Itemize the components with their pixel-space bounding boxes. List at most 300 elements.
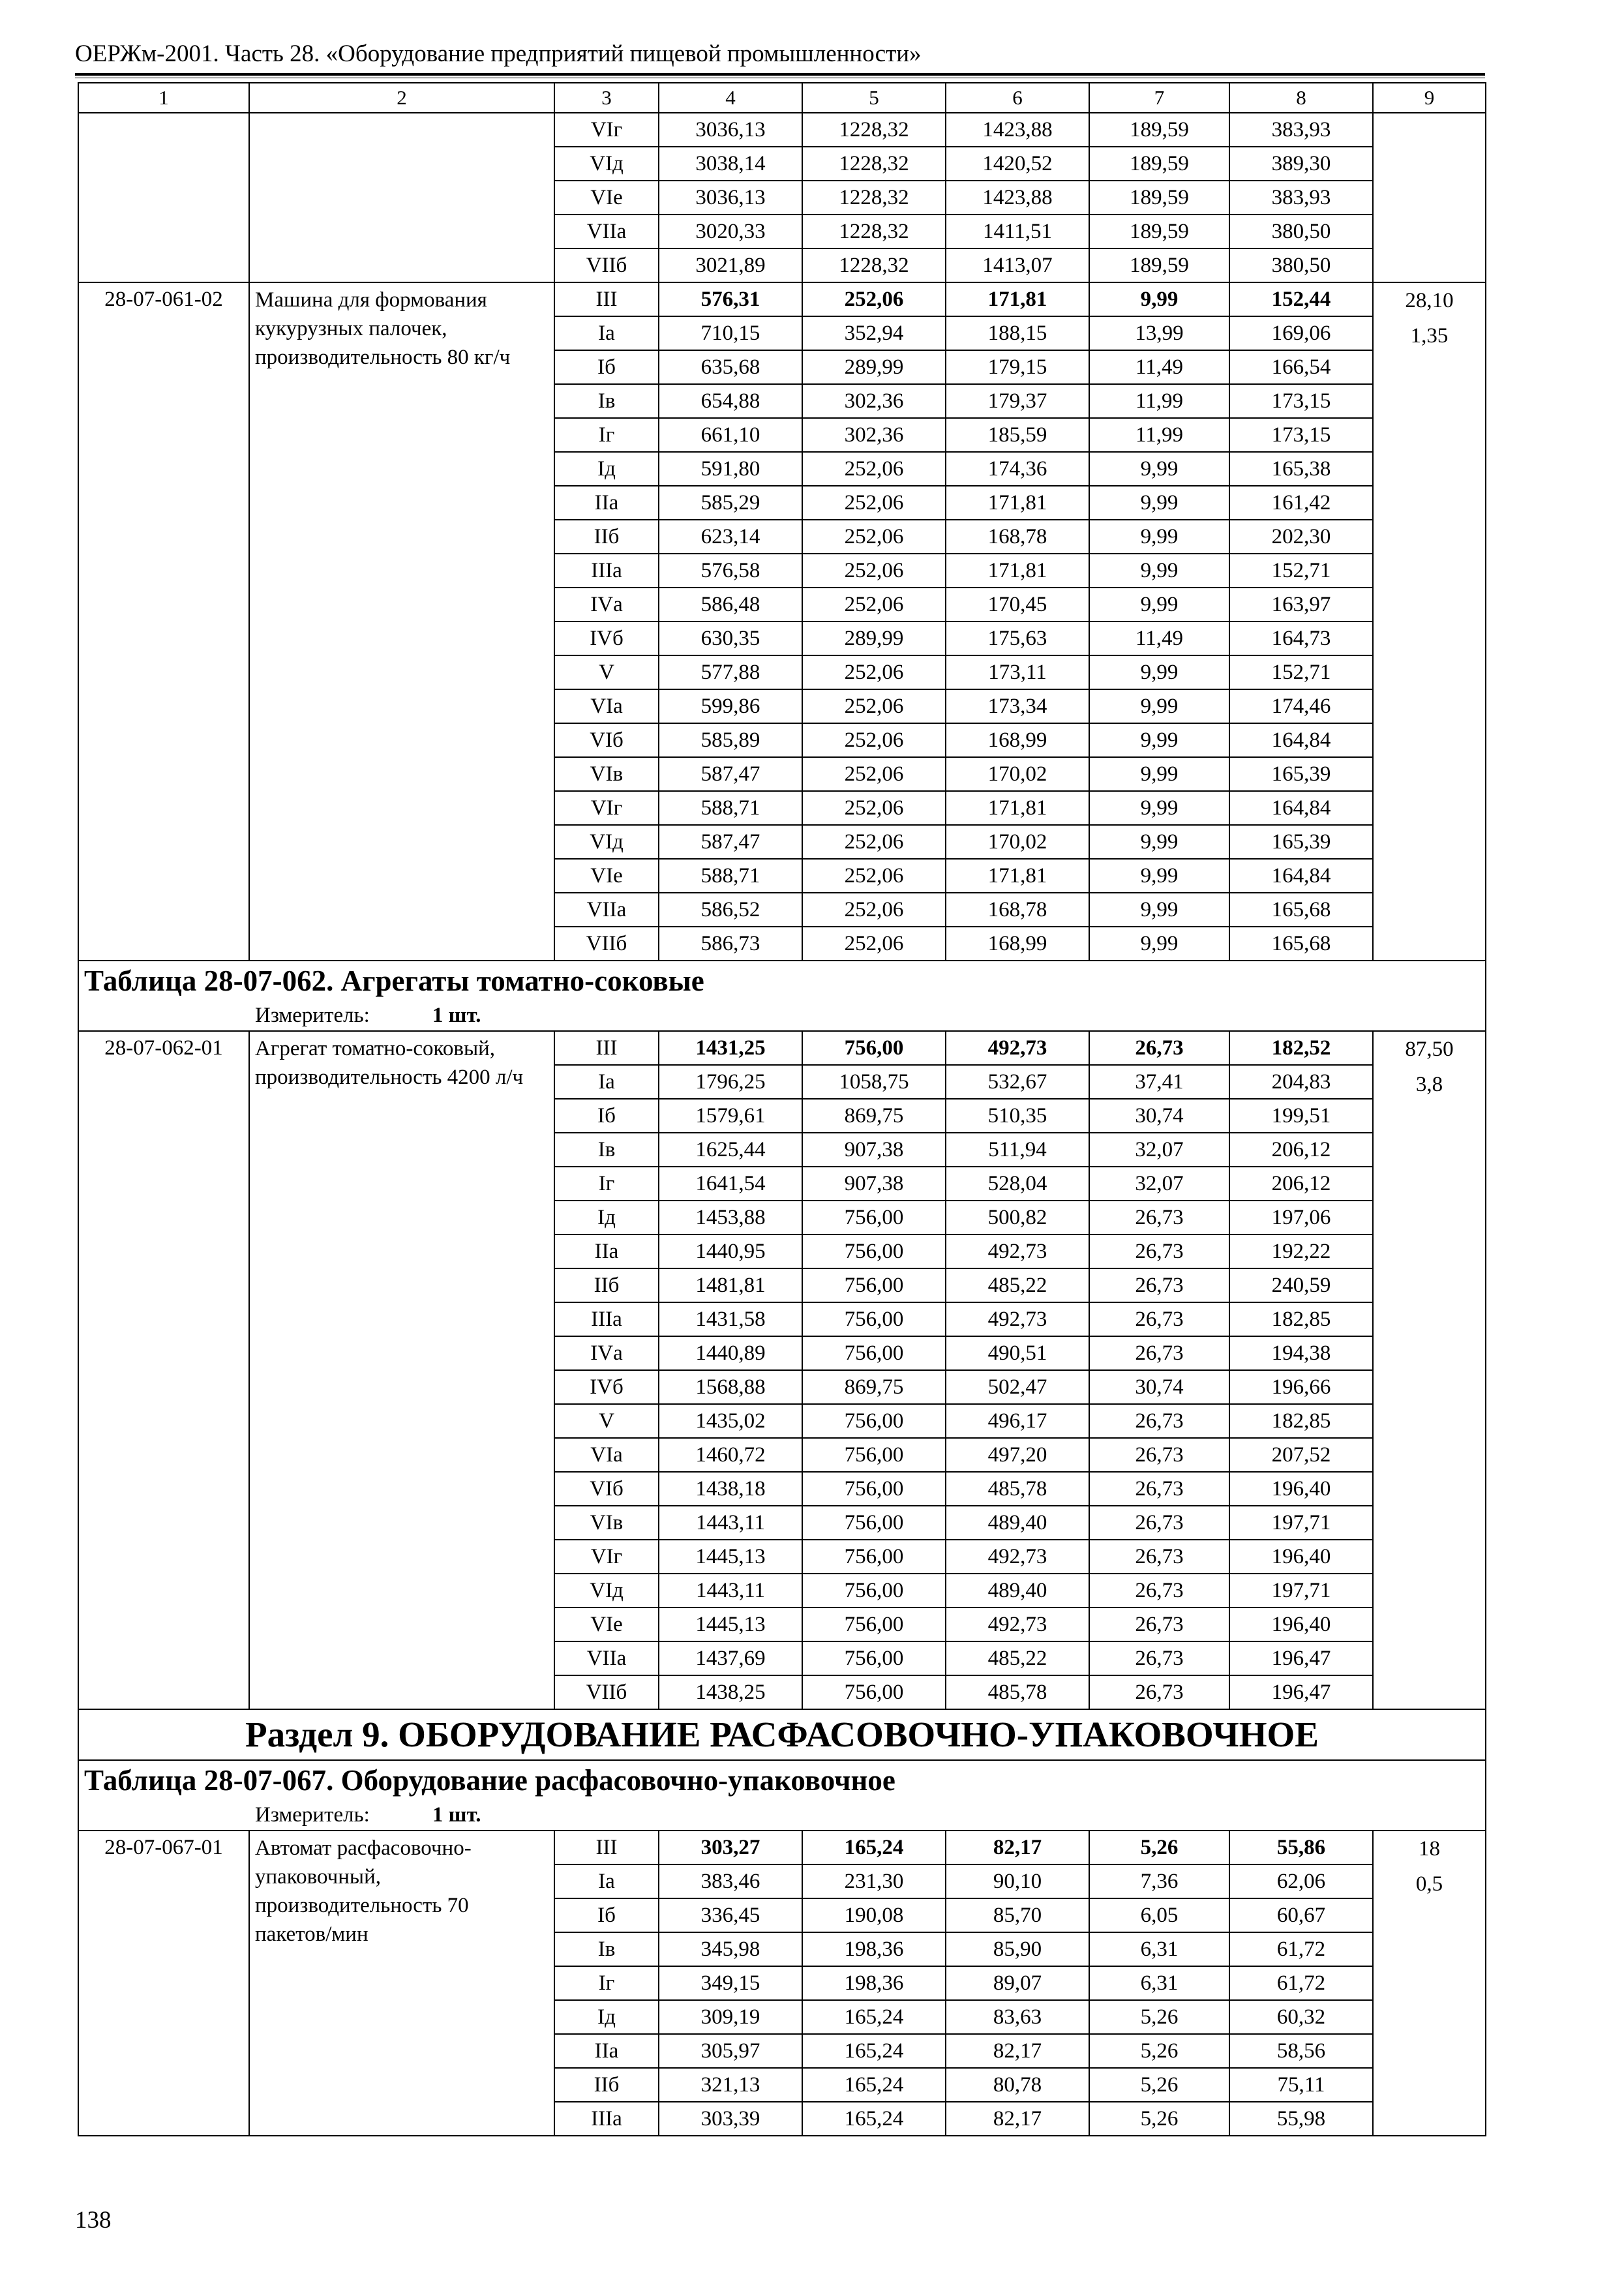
value-cell: 182,52 [1229, 1031, 1373, 1065]
value-cell: 252,06 [802, 486, 946, 520]
zone-cell: IIIа [554, 2102, 659, 2136]
value-cell: 197,71 [1229, 1574, 1373, 1608]
column-number: 9 [1373, 83, 1486, 113]
value-cell: 756,00 [802, 1201, 946, 1234]
value-cell: 532,67 [946, 1065, 1089, 1099]
value-cell: 756,00 [802, 1540, 946, 1574]
item-code: 28-07-061-02 [78, 282, 249, 961]
value-cell: 383,93 [1229, 181, 1373, 215]
value-cell: 710,15 [659, 316, 802, 350]
value-cell: 9,99 [1089, 927, 1229, 961]
value-cell: 189,59 [1089, 113, 1229, 147]
extra-value-2: 1,35 [1410, 324, 1449, 348]
value-cell: 170,02 [946, 825, 1089, 859]
value-cell: 9,99 [1089, 723, 1229, 757]
item-code [78, 113, 249, 282]
extra-value-1: 28,10 [1405, 289, 1454, 312]
zone-cell: Iа [554, 1864, 659, 1898]
value-cell: 174,46 [1229, 689, 1373, 723]
value-cell: 485,78 [946, 1675, 1089, 1709]
value-cell: 207,52 [1229, 1438, 1373, 1472]
value-cell: 3038,14 [659, 147, 802, 181]
value-cell: 26,73 [1089, 1608, 1229, 1641]
measure-line [84, 1000, 1480, 1030]
value-cell: 171,81 [946, 791, 1089, 825]
value-cell: 32,07 [1089, 1167, 1229, 1201]
value-cell: 528,04 [946, 1167, 1089, 1201]
value-cell: 173,15 [1229, 384, 1373, 418]
value-cell: 30,74 [1089, 1099, 1229, 1133]
value-cell: 173,15 [1229, 418, 1373, 452]
value-cell: 1445,13 [659, 1540, 802, 1574]
value-cell: 577,88 [659, 655, 802, 689]
value-cell: 305,97 [659, 2034, 802, 2068]
value-cell: 252,06 [802, 452, 946, 486]
value-cell: 6,31 [1089, 1932, 1229, 1966]
value-cell: 173,11 [946, 655, 1089, 689]
zone-cell: IVа [554, 1336, 659, 1370]
extra-value-2: 0,5 [1415, 1872, 1443, 1896]
zone-cell: VIIа [554, 1641, 659, 1675]
value-cell: 188,15 [946, 316, 1089, 350]
value-cell: 1228,32 [802, 147, 946, 181]
value-cell: 37,41 [1089, 1065, 1229, 1099]
value-cell: 1460,72 [659, 1438, 802, 1472]
value-cell: 756,00 [802, 1641, 946, 1675]
table-title-row [78, 1760, 1486, 1831]
measure-label: Измеритель: [255, 1004, 370, 1027]
value-cell: 168,78 [946, 520, 1089, 554]
value-cell: 85,70 [946, 1898, 1089, 1932]
zone-cell: V [554, 1404, 659, 1438]
item-name: Агрегат томатно-соковый, производительность 4200 л/ч [249, 1031, 554, 1709]
value-cell: 9,99 [1089, 520, 1229, 554]
value-cell: 197,06 [1229, 1201, 1373, 1234]
value-cell: 1443,11 [659, 1574, 802, 1608]
value-cell: 198,36 [802, 1966, 946, 2000]
value-cell: 352,94 [802, 316, 946, 350]
value-cell: 171,81 [946, 486, 1089, 520]
value-cell: 303,27 [659, 1831, 802, 1864]
value-cell: 630,35 [659, 621, 802, 655]
column-number: 8 [1229, 83, 1373, 113]
value-cell: 26,73 [1089, 1540, 1229, 1574]
value-cell: 252,06 [802, 520, 946, 554]
zone-cell: IIа [554, 1234, 659, 1268]
value-cell: 383,46 [659, 1864, 802, 1898]
value-cell: 252,06 [802, 791, 946, 825]
value-cell: 83,63 [946, 2000, 1089, 2034]
value-cell: 252,06 [802, 554, 946, 588]
value-cell: 9,99 [1089, 791, 1229, 825]
value-cell: 171,81 [946, 554, 1089, 588]
value-cell: 152,44 [1229, 282, 1373, 316]
value-cell: 252,06 [802, 282, 946, 316]
value-cell: 587,47 [659, 757, 802, 791]
value-cell: 309,19 [659, 2000, 802, 2034]
value-cell: 75,11 [1229, 2068, 1373, 2102]
column-number: 1 [78, 83, 249, 113]
value-cell: 252,06 [802, 859, 946, 893]
table-title [78, 1760, 1486, 1831]
value-cell: 196,40 [1229, 1540, 1373, 1574]
zone-cell: VIа [554, 689, 659, 723]
column-number-row [78, 83, 1486, 113]
zone-cell: IIа [554, 486, 659, 520]
value-cell: 252,06 [802, 893, 946, 927]
value-cell: 190,08 [802, 1898, 946, 1932]
value-cell: 9,99 [1089, 486, 1229, 520]
value-cell: 9,99 [1089, 689, 1229, 723]
value-cell: 586,73 [659, 927, 802, 961]
value-cell: 252,06 [802, 723, 946, 757]
value-cell: 165,24 [802, 2034, 946, 2068]
item-name: Машина для формования кукурузных палочек, производительность 80 кг/ч [249, 282, 554, 961]
value-cell: 192,22 [1229, 1234, 1373, 1268]
value-cell: 196,40 [1229, 1608, 1373, 1641]
zone-cell: Iг [554, 418, 659, 452]
column-number: 4 [659, 83, 802, 113]
value-cell: 489,40 [946, 1574, 1089, 1608]
value-cell: 58,56 [1229, 2034, 1373, 2068]
zone-cell: IIIа [554, 1302, 659, 1336]
zone-cell: VIд [554, 825, 659, 859]
value-cell: 383,93 [1229, 113, 1373, 147]
zone-cell: VIд [554, 147, 659, 181]
zone-cell: VIе [554, 1608, 659, 1641]
zone-cell: III [554, 1831, 659, 1864]
value-cell: 756,00 [802, 1234, 946, 1268]
zone-cell: IIа [554, 2034, 659, 2068]
value-cell: 164,84 [1229, 791, 1373, 825]
zone-cell: Iд [554, 1201, 659, 1234]
value-cell: 171,81 [946, 282, 1089, 316]
value-cell: 1058,75 [802, 1065, 946, 1099]
value-cell: 165,68 [1229, 893, 1373, 927]
zone-cell: IIб [554, 2068, 659, 2102]
value-cell: 336,45 [659, 1898, 802, 1932]
value-cell: 1420,52 [946, 147, 1089, 181]
value-cell: 756,00 [802, 1472, 946, 1506]
value-cell: 196,66 [1229, 1370, 1373, 1404]
value-cell: 349,15 [659, 1966, 802, 2000]
value-cell: 89,07 [946, 1966, 1089, 2000]
value-cell: 1228,32 [802, 215, 946, 248]
value-cell: 1445,13 [659, 1608, 802, 1641]
value-cell: 586,48 [659, 588, 802, 621]
value-cell: 489,40 [946, 1506, 1089, 1540]
value-cell: 168,99 [946, 927, 1089, 961]
zone-cell: VIд [554, 1574, 659, 1608]
value-cell: 576,58 [659, 554, 802, 588]
value-cell: 321,13 [659, 2068, 802, 2102]
value-cell: 196,47 [1229, 1675, 1373, 1709]
item-code: 28-07-067-01 [78, 1831, 249, 2136]
value-cell: 11,49 [1089, 621, 1229, 655]
value-cell: 189,59 [1089, 147, 1229, 181]
value-cell: 756,00 [802, 1506, 946, 1540]
value-cell: 170,02 [946, 757, 1089, 791]
value-cell: 9,99 [1089, 282, 1229, 316]
value-cell: 1431,25 [659, 1031, 802, 1065]
value-cell: 907,38 [802, 1133, 946, 1167]
value-cell: 240,59 [1229, 1268, 1373, 1302]
rates-table [78, 82, 1486, 2136]
value-cell: 82,17 [946, 2034, 1089, 2068]
value-cell: 166,54 [1229, 350, 1373, 384]
value-cell: 1796,25 [659, 1065, 802, 1099]
table-title-text: Таблица 28-07-067. Оборудование расфасовочно-упаковочное [84, 1764, 895, 1797]
value-cell: 756,00 [802, 1268, 946, 1302]
zone-cell: VIIб [554, 248, 659, 282]
value-cell: 586,52 [659, 893, 802, 927]
item-code: 28-07-062-01 [78, 1031, 249, 1709]
value-cell: 165,24 [802, 2000, 946, 2034]
value-cell: 380,50 [1229, 248, 1373, 282]
value-cell: 492,73 [946, 1302, 1089, 1336]
value-cell: 252,06 [802, 825, 946, 859]
value-cell: 152,71 [1229, 554, 1373, 588]
value-cell: 756,00 [802, 1336, 946, 1370]
value-cell: 165,24 [802, 2102, 946, 2136]
value-cell: 26,73 [1089, 1336, 1229, 1370]
value-cell: 168,99 [946, 723, 1089, 757]
value-cell: 55,98 [1229, 2102, 1373, 2136]
measure-label: Измеритель: [255, 1803, 370, 1827]
value-cell: 485,78 [946, 1472, 1089, 1506]
item-name [249, 113, 554, 282]
zone-cell: Iб [554, 1898, 659, 1932]
value-cell: 62,06 [1229, 1864, 1373, 1898]
value-cell: 3036,13 [659, 113, 802, 147]
value-cell: 389,30 [1229, 147, 1373, 181]
extra-values [1373, 1831, 1486, 2136]
value-cell: 152,71 [1229, 655, 1373, 689]
value-cell: 202,30 [1229, 520, 1373, 554]
value-cell: 61,72 [1229, 1932, 1373, 1966]
value-cell: 32,07 [1089, 1133, 1229, 1167]
zone-cell: Iб [554, 1099, 659, 1133]
value-cell: 756,00 [802, 1302, 946, 1336]
zone-cell: IIб [554, 520, 659, 554]
item-name: Автомат расфасовочно-упаковочный, производительность 70 пакетов/мин [249, 1831, 554, 2136]
value-cell: 599,86 [659, 689, 802, 723]
value-cell: 756,00 [802, 1404, 946, 1438]
value-cell: 80,78 [946, 2068, 1089, 2102]
value-cell: 6,05 [1089, 1898, 1229, 1932]
value-cell: 654,88 [659, 384, 802, 418]
value-cell: 289,99 [802, 621, 946, 655]
value-cell: 26,73 [1089, 1641, 1229, 1675]
value-cell: 380,50 [1229, 215, 1373, 248]
measure-value: 1 шт. [432, 1803, 481, 1827]
value-cell: 13,99 [1089, 316, 1229, 350]
column-number: 5 [802, 83, 946, 113]
value-cell: 197,71 [1229, 1506, 1373, 1540]
value-cell: 26,73 [1089, 1506, 1229, 1540]
value-cell: 1438,18 [659, 1472, 802, 1506]
value-cell: 26,73 [1089, 1268, 1229, 1302]
value-cell: 289,99 [802, 350, 946, 384]
value-cell: 161,42 [1229, 486, 1373, 520]
header-rule-thick [75, 73, 1485, 76]
zone-cell: Iа [554, 316, 659, 350]
table-title-row [78, 961, 1486, 1031]
value-cell: 26,73 [1089, 1574, 1229, 1608]
value-cell: 60,32 [1229, 2000, 1373, 2034]
value-cell: 510,35 [946, 1099, 1089, 1133]
value-cell: 60,67 [1229, 1898, 1373, 1932]
value-cell: 179,15 [946, 350, 1089, 384]
table-row [78, 113, 1486, 147]
value-cell: 1413,07 [946, 248, 1089, 282]
zone-cell: V [554, 655, 659, 689]
value-cell: 497,20 [946, 1438, 1089, 1472]
value-cell: 1625,44 [659, 1133, 802, 1167]
value-cell: 11,99 [1089, 384, 1229, 418]
value-cell: 756,00 [802, 1675, 946, 1709]
value-cell: 588,71 [659, 791, 802, 825]
value-cell: 173,34 [946, 689, 1089, 723]
value-cell: 5,26 [1089, 1831, 1229, 1864]
value-cell: 169,06 [1229, 316, 1373, 350]
value-cell: 492,73 [946, 1608, 1089, 1641]
zone-cell: VIIб [554, 927, 659, 961]
value-cell: 907,38 [802, 1167, 946, 1201]
value-cell: 1440,89 [659, 1336, 802, 1370]
page-number: 138 [75, 2207, 112, 2234]
value-cell: 9,99 [1089, 452, 1229, 486]
value-cell: 492,73 [946, 1234, 1089, 1268]
zone-cell: Iд [554, 2000, 659, 2034]
value-cell: 165,24 [802, 1831, 946, 1864]
value-cell: 165,38 [1229, 452, 1373, 486]
value-cell: 85,90 [946, 1932, 1089, 1966]
value-cell: 1435,02 [659, 1404, 802, 1438]
value-cell: 164,84 [1229, 723, 1373, 757]
zone-cell: IVб [554, 1370, 659, 1404]
zone-cell: III [554, 1031, 659, 1065]
value-cell: 196,40 [1229, 1472, 1373, 1506]
value-cell: 182,85 [1229, 1404, 1373, 1438]
value-cell: 585,89 [659, 723, 802, 757]
table-row [78, 282, 1486, 316]
value-cell: 5,26 [1089, 2068, 1229, 2102]
value-cell: 5,26 [1089, 2000, 1229, 2034]
value-cell: 588,71 [659, 859, 802, 893]
zone-cell: IVб [554, 621, 659, 655]
value-cell: 11,49 [1089, 350, 1229, 384]
value-cell: 587,47 [659, 825, 802, 859]
value-cell: 9,99 [1089, 893, 1229, 927]
value-cell: 5,26 [1089, 2102, 1229, 2136]
value-cell: 90,10 [946, 1864, 1089, 1898]
value-cell: 1228,32 [802, 248, 946, 282]
value-cell: 585,29 [659, 486, 802, 520]
value-cell: 302,36 [802, 384, 946, 418]
value-cell: 9,99 [1089, 554, 1229, 588]
zone-cell: VIг [554, 113, 659, 147]
value-cell: 485,22 [946, 1268, 1089, 1302]
value-cell: 189,59 [1089, 215, 1229, 248]
value-cell: 502,47 [946, 1370, 1089, 1404]
zone-cell: VIг [554, 1540, 659, 1574]
value-cell: 303,39 [659, 2102, 802, 2136]
value-cell: 485,22 [946, 1641, 1089, 1675]
zone-cell: Iг [554, 1966, 659, 2000]
value-cell: 3036,13 [659, 181, 802, 215]
value-cell: 7,36 [1089, 1864, 1229, 1898]
zone-cell: IVа [554, 588, 659, 621]
value-cell: 500,82 [946, 1201, 1089, 1234]
value-cell: 9,99 [1089, 859, 1229, 893]
value-cell: 179,37 [946, 384, 1089, 418]
value-cell: 591,80 [659, 452, 802, 486]
value-cell: 6,31 [1089, 1966, 1229, 2000]
value-cell: 1423,88 [946, 181, 1089, 215]
zone-cell: VIа [554, 1438, 659, 1472]
value-cell: 3021,89 [659, 248, 802, 282]
value-cell: 199,51 [1229, 1099, 1373, 1133]
value-cell: 511,94 [946, 1133, 1089, 1167]
value-cell: 492,73 [946, 1540, 1089, 1574]
value-cell: 1568,88 [659, 1370, 802, 1404]
value-cell: 1641,54 [659, 1167, 802, 1201]
table-row [78, 1031, 1486, 1065]
value-cell: 26,73 [1089, 1675, 1229, 1709]
measure-line [84, 1800, 1480, 1830]
value-cell: 26,73 [1089, 1438, 1229, 1472]
table-row [78, 1831, 1486, 1864]
zone-cell: VIе [554, 181, 659, 215]
column-number: 7 [1089, 83, 1229, 113]
zone-cell: Iб [554, 350, 659, 384]
table-title [78, 961, 1486, 1031]
value-cell: 1481,81 [659, 1268, 802, 1302]
value-cell: 26,73 [1089, 1201, 1229, 1234]
zone-cell: Iг [554, 1167, 659, 1201]
value-cell: 869,75 [802, 1099, 946, 1133]
value-cell: 1411,51 [946, 215, 1089, 248]
value-cell: 1431,58 [659, 1302, 802, 1336]
value-cell: 496,17 [946, 1404, 1089, 1438]
extra-value-1: 87,50 [1405, 1038, 1454, 1061]
value-cell: 1423,88 [946, 113, 1089, 147]
value-cell: 164,73 [1229, 621, 1373, 655]
value-cell: 61,72 [1229, 1966, 1373, 2000]
value-cell: 198,36 [802, 1932, 946, 1966]
section-title: Раздел 9. ОБОРУДОВАНИЕ РАСФАСОВОЧНО-УПАКОВОЧНОЕ [78, 1709, 1486, 1760]
value-cell: 194,38 [1229, 1336, 1373, 1370]
value-cell: 1438,25 [659, 1675, 802, 1709]
value-cell: 869,75 [802, 1370, 946, 1404]
zone-cell: IIIа [554, 554, 659, 588]
zone-cell: VIIа [554, 893, 659, 927]
value-cell: 165,39 [1229, 825, 1373, 859]
table-title-text: Таблица 28-07-062. Агрегаты томатно-соковые [84, 965, 704, 997]
value-cell: 185,59 [946, 418, 1089, 452]
value-cell: 196,47 [1229, 1641, 1373, 1675]
value-cell: 231,30 [802, 1864, 946, 1898]
column-number: 3 [554, 83, 659, 113]
value-cell: 11,99 [1089, 418, 1229, 452]
zone-cell: Iв [554, 384, 659, 418]
value-cell: 82,17 [946, 2102, 1089, 2136]
value-cell: 174,36 [946, 452, 1089, 486]
zone-cell: VIв [554, 757, 659, 791]
value-cell: 182,85 [1229, 1302, 1373, 1336]
value-cell: 9,99 [1089, 757, 1229, 791]
